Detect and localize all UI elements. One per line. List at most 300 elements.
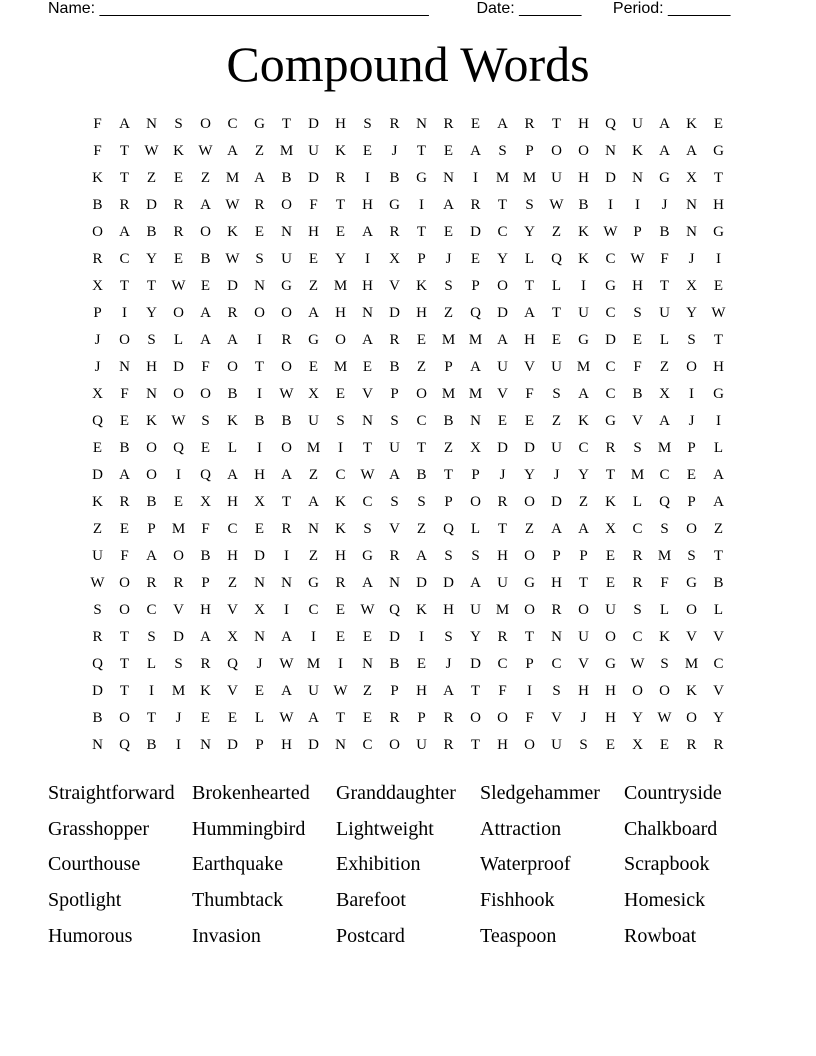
- grid-letter: T: [335, 197, 346, 213]
- grid-letter: D: [443, 575, 454, 591]
- grid-letter: G: [605, 656, 616, 672]
- grid-letter: W: [630, 656, 645, 672]
- grid-letter: O: [200, 224, 211, 240]
- grid-letter: A: [200, 332, 211, 348]
- grid-letter: V: [632, 413, 643, 429]
- grid-letter: Q: [389, 602, 400, 618]
- word-search-grid: [84, 111, 732, 759]
- grid-letter: K: [659, 629, 670, 645]
- grid-letter: T: [119, 656, 130, 672]
- grid-letter: V: [173, 602, 184, 618]
- grid-letter: N: [146, 116, 157, 132]
- grid-letter: U: [497, 575, 508, 591]
- grid-letter: S: [660, 521, 669, 537]
- grid-letter: P: [471, 278, 480, 294]
- grid-letter: T: [146, 710, 157, 726]
- grid-letter: R: [146, 575, 157, 591]
- grid-letter: M: [576, 359, 591, 375]
- grid-letter: W: [90, 575, 105, 591]
- grid-letter: L: [713, 602, 724, 618]
- grid-letter: S: [390, 494, 399, 510]
- grid-letter: Z: [200, 170, 211, 186]
- grid-letter: A: [497, 332, 508, 348]
- grid-letter: U: [308, 683, 319, 699]
- grid-letter: R: [389, 116, 400, 132]
- grid-letter: O: [524, 602, 535, 618]
- grid-letter: Z: [146, 170, 157, 186]
- grid-letter: Q: [551, 251, 562, 267]
- grid-letter: U: [632, 116, 643, 132]
- grid-letter: H: [335, 305, 346, 321]
- grid-letter: A: [119, 116, 130, 132]
- grid-letter: O: [119, 710, 130, 726]
- grid-letter: E: [605, 548, 616, 564]
- grid-letter: W: [657, 710, 672, 726]
- grid-letter: Q: [92, 413, 103, 429]
- grid-letter: S: [471, 548, 480, 564]
- grid-letter: E: [173, 251, 184, 267]
- grid-letter: Q: [119, 737, 130, 753]
- grid-letter: N: [632, 170, 643, 186]
- grid-letter: T: [443, 467, 454, 483]
- grid-letter: U: [578, 629, 589, 645]
- grid-letter: I: [311, 629, 316, 645]
- grid-letter: L: [254, 710, 265, 726]
- period-field-label: Period: _______: [612, 0, 731, 17]
- grid-letter: E: [416, 332, 427, 348]
- word-list-item: Scrapbook: [624, 853, 710, 876]
- grid-letter: S: [363, 521, 372, 537]
- grid-letter: E: [119, 521, 130, 537]
- grid-letter: O: [92, 224, 103, 240]
- grid-letter: I: [635, 197, 640, 213]
- grid-letter: Z: [551, 224, 562, 240]
- grid-letter: T: [659, 278, 670, 294]
- grid-letter: T: [551, 116, 562, 132]
- grid-letter: U: [551, 359, 562, 375]
- grid-letter: Z: [308, 467, 319, 483]
- grid-letter: N: [470, 413, 481, 429]
- grid-letter: Q: [227, 656, 238, 672]
- grid-letter: E: [362, 143, 373, 159]
- grid-letter: H: [578, 116, 589, 132]
- grid-letter: S: [390, 413, 399, 429]
- grid-letter: E: [308, 251, 319, 267]
- grid-letter: I: [338, 440, 343, 456]
- grid-letter: A: [281, 467, 292, 483]
- grid-letter: I: [365, 170, 370, 186]
- word-list-item: Humorous: [48, 924, 133, 947]
- grid-letter: H: [524, 332, 535, 348]
- grid-letter: H: [713, 359, 724, 375]
- grid-letter: A: [200, 629, 211, 645]
- grid-letter: G: [686, 575, 697, 591]
- grid-letter: Y: [497, 251, 508, 267]
- grid-letter: O: [686, 359, 697, 375]
- word-list-item: Invasion: [192, 924, 261, 947]
- grid-letter: A: [362, 332, 373, 348]
- grid-letter: C: [146, 602, 157, 618]
- word-list-item: Thumbtack: [192, 889, 284, 912]
- grid-letter: H: [335, 116, 346, 132]
- grid-letter: X: [92, 386, 103, 402]
- grid-letter: I: [257, 440, 262, 456]
- grid-letter: E: [713, 116, 724, 132]
- word-list-item: Earthquake: [192, 853, 284, 876]
- grid-letter: R: [389, 332, 400, 348]
- grid-letter: B: [227, 386, 238, 402]
- grid-letter: Z: [308, 278, 319, 294]
- grid-letter: X: [659, 386, 670, 402]
- grid-letter: A: [281, 629, 292, 645]
- grid-letter: I: [608, 197, 613, 213]
- grid-letter: W: [279, 386, 294, 402]
- grid-letter: Q: [92, 656, 103, 672]
- grid-letter: M: [630, 467, 645, 483]
- grid-letter: I: [419, 629, 424, 645]
- grid-letter: H: [362, 278, 373, 294]
- grid-letter: X: [308, 386, 319, 402]
- grid-letter: W: [279, 710, 294, 726]
- grid-letter: Z: [308, 548, 319, 564]
- grid-letter: L: [713, 440, 724, 456]
- grid-letter: U: [92, 548, 103, 564]
- grid-letter: V: [389, 521, 400, 537]
- word-list-item: Spotlight: [48, 889, 122, 912]
- grid-letter: P: [417, 710, 426, 726]
- grid-letter: K: [578, 413, 589, 429]
- grid-letter: N: [362, 656, 373, 672]
- grid-letter: D: [524, 440, 535, 456]
- word-list-item: Barefoot: [336, 889, 406, 912]
- grid-letter: M: [657, 440, 672, 456]
- grid-letter: M: [225, 170, 240, 186]
- grid-letter: A: [308, 710, 319, 726]
- grid-letter: B: [146, 494, 157, 510]
- grid-letter: B: [389, 170, 400, 186]
- grid-letter: C: [227, 521, 238, 537]
- grid-letter: C: [605, 251, 616, 267]
- grid-letter: R: [443, 737, 454, 753]
- grid-letter: K: [173, 143, 184, 159]
- grid-letter: M: [306, 656, 321, 672]
- grid-letter: G: [389, 197, 400, 213]
- grid-letter: R: [281, 332, 292, 348]
- grid-letter: I: [149, 683, 154, 699]
- grid-letter: M: [468, 386, 483, 402]
- grid-letter: X: [686, 278, 697, 294]
- grid-letter: C: [578, 440, 589, 456]
- grid-letter: S: [174, 116, 183, 132]
- grid-letter: E: [335, 224, 346, 240]
- grid-letter: N: [686, 224, 697, 240]
- grid-letter: K: [578, 251, 589, 267]
- grid-letter: A: [713, 494, 724, 510]
- grid-letter: Y: [470, 629, 481, 645]
- grid-letter: O: [227, 359, 238, 375]
- grid-letter: Y: [686, 305, 697, 321]
- grid-letter: T: [416, 143, 427, 159]
- grid-letter: A: [443, 683, 454, 699]
- word-list-item: Fishhook: [480, 889, 555, 912]
- grid-letter: M: [171, 521, 186, 537]
- grid-letter: R: [686, 737, 697, 753]
- word-list-item: Chalkboard: [624, 817, 718, 840]
- word-list-item: Brokenhearted: [192, 782, 310, 804]
- grid-letter: T: [713, 548, 724, 564]
- grid-letter: L: [659, 332, 670, 348]
- grid-letter: R: [470, 197, 481, 213]
- grid-letter: U: [659, 305, 670, 321]
- grid-letter: B: [659, 224, 670, 240]
- grid-letter: S: [201, 413, 210, 429]
- grid-letter: O: [524, 494, 535, 510]
- grid-letter: S: [687, 332, 696, 348]
- grid-letter: H: [443, 602, 454, 618]
- grid-letter: O: [686, 710, 697, 726]
- grid-letter: S: [93, 602, 102, 618]
- grid-letter: J: [94, 332, 101, 348]
- grid-letter: L: [551, 278, 562, 294]
- grid-letter: R: [281, 521, 292, 537]
- grid-letter: L: [227, 440, 238, 456]
- grid-letter: M: [171, 683, 186, 699]
- grid-letter: A: [470, 359, 481, 375]
- grid-letter: R: [389, 710, 400, 726]
- grid-letter: J: [391, 143, 398, 159]
- grid-letter: O: [281, 305, 292, 321]
- grid-letter: O: [578, 143, 589, 159]
- grid-letter: D: [551, 494, 562, 510]
- grid-letter: L: [470, 521, 481, 537]
- grid-letter: Z: [551, 413, 562, 429]
- grid-letter: A: [308, 494, 319, 510]
- grid-letter: S: [147, 629, 156, 645]
- grid-letter: X: [254, 494, 265, 510]
- grid-letter: U: [308, 143, 319, 159]
- grid-letter: G: [578, 332, 589, 348]
- grid-letter: C: [632, 629, 643, 645]
- grid-letter: F: [633, 359, 642, 375]
- grid-letter: U: [389, 440, 400, 456]
- grid-letter: M: [522, 170, 537, 186]
- grid-letter: S: [336, 413, 345, 429]
- grid-letter: O: [416, 386, 427, 402]
- grid-letter: G: [281, 278, 292, 294]
- grid-letter: T: [578, 575, 589, 591]
- grid-letter: R: [497, 494, 508, 510]
- grid-letter: P: [444, 494, 453, 510]
- grid-letter: G: [713, 386, 724, 402]
- grid-letter: K: [686, 683, 697, 699]
- grid-letter: D: [92, 683, 103, 699]
- grid-letter: A: [578, 386, 589, 402]
- grid-letter: W: [144, 143, 159, 159]
- page-title: Compound Words: [226, 36, 590, 92]
- grid-letter: X: [254, 602, 265, 618]
- grid-letter: O: [254, 305, 265, 321]
- grid-letter: B: [200, 251, 211, 267]
- grid-letter: O: [578, 602, 589, 618]
- grid-letter: X: [632, 737, 643, 753]
- grid-letter: R: [92, 629, 103, 645]
- grid-letter: T: [551, 305, 562, 321]
- grid-letter: D: [173, 629, 184, 645]
- grid-letter: D: [308, 116, 319, 132]
- grid-letter: Q: [173, 440, 184, 456]
- grid-letter: C: [659, 467, 670, 483]
- grid-letter: J: [580, 710, 587, 726]
- grid-letter: P: [687, 440, 696, 456]
- grid-letter: S: [660, 656, 669, 672]
- grid-letter: N: [308, 521, 319, 537]
- grid-letter: R: [173, 575, 184, 591]
- grid-letter: A: [659, 143, 670, 159]
- grid-letter: O: [335, 332, 346, 348]
- grid-letter: I: [338, 656, 343, 672]
- grid-letter: B: [416, 467, 427, 483]
- grid-letter: C: [605, 359, 616, 375]
- grid-letter: K: [227, 224, 238, 240]
- grid-letter: R: [524, 116, 535, 132]
- grid-letter: C: [713, 656, 724, 672]
- word-list-item: Lightweight: [336, 817, 434, 840]
- grid-letter: F: [525, 386, 534, 402]
- grid-letter: G: [524, 575, 535, 591]
- grid-letter: E: [362, 629, 373, 645]
- word-list-item: Straightforward: [48, 782, 175, 804]
- grid-letter: S: [444, 278, 453, 294]
- grid-letter: Z: [713, 521, 724, 537]
- grid-letter: Z: [254, 143, 265, 159]
- grid-letter: S: [633, 602, 642, 618]
- word-list-item: Attraction: [480, 817, 562, 840]
- grid-letter: F: [660, 575, 669, 591]
- grid-letter: S: [579, 737, 588, 753]
- grid-letter: X: [605, 521, 616, 537]
- grid-letter: P: [552, 548, 561, 564]
- word-list-item: Hummingbird: [192, 817, 306, 840]
- grid-letter: S: [552, 683, 561, 699]
- grid-letter: V: [362, 386, 373, 402]
- grid-letter: P: [444, 359, 453, 375]
- grid-letter: G: [659, 170, 670, 186]
- grid-letter: O: [173, 548, 184, 564]
- grid-letter: M: [333, 278, 348, 294]
- grid-letter: G: [308, 575, 319, 591]
- grid-letter: W: [603, 224, 618, 240]
- grid-letter: N: [119, 359, 130, 375]
- grid-letter: E: [470, 251, 481, 267]
- word-list-item: Rowboat: [624, 924, 697, 947]
- grid-letter: I: [527, 683, 532, 699]
- grid-letter: D: [173, 359, 184, 375]
- grid-letter: R: [335, 575, 346, 591]
- grid-letter: V: [227, 683, 238, 699]
- grid-letter: B: [146, 737, 157, 753]
- grid-letter: D: [254, 548, 265, 564]
- grid-letter: T: [470, 683, 481, 699]
- grid-letter: A: [200, 197, 211, 213]
- grid-letter: D: [389, 305, 400, 321]
- grid-letter: G: [605, 278, 616, 294]
- grid-letter: T: [470, 737, 481, 753]
- grid-letter: P: [579, 548, 588, 564]
- grid-letter: Q: [605, 116, 616, 132]
- grid-letter: R: [92, 251, 103, 267]
- grid-letter: N: [281, 224, 292, 240]
- grid-letter: P: [255, 737, 264, 753]
- grid-letter: Q: [443, 521, 454, 537]
- grid-letter: P: [633, 224, 642, 240]
- grid-letter: C: [605, 386, 616, 402]
- grid-letter: O: [173, 386, 184, 402]
- grid-letter: S: [444, 629, 453, 645]
- grid-letter: D: [497, 440, 508, 456]
- grid-letter: W: [225, 197, 240, 213]
- grid-letter: Z: [416, 521, 427, 537]
- grid-letter: V: [524, 359, 535, 375]
- grid-letter: B: [578, 197, 589, 213]
- grid-letter: O: [605, 629, 616, 645]
- grid-letter: X: [389, 251, 400, 267]
- grid-letter: R: [497, 629, 508, 645]
- grid-letter: Y: [632, 710, 643, 726]
- grid-letter: K: [227, 413, 238, 429]
- grid-letter: K: [92, 494, 103, 510]
- grid-letter: R: [389, 224, 400, 240]
- grid-letter: E: [686, 467, 697, 483]
- grid-letter: R: [173, 197, 184, 213]
- grid-letter: O: [524, 737, 535, 753]
- grid-letter: R: [254, 197, 265, 213]
- grid-letter: C: [362, 494, 373, 510]
- grid-letter: T: [119, 170, 130, 186]
- grid-letter: I: [176, 737, 181, 753]
- grid-letter: E: [659, 737, 670, 753]
- grid-letter: R: [632, 575, 643, 591]
- grid-letter: R: [605, 440, 616, 456]
- grid-letter: N: [362, 305, 373, 321]
- grid-letter: D: [470, 656, 481, 672]
- grid-letter: A: [443, 197, 454, 213]
- grid-letter: O: [281, 197, 292, 213]
- grid-letter: I: [365, 251, 370, 267]
- grid-letter: K: [335, 521, 346, 537]
- grid-letter: E: [416, 656, 427, 672]
- grid-letter: B: [146, 224, 157, 240]
- grid-letter: N: [146, 386, 157, 402]
- grid-letter: D: [227, 278, 238, 294]
- grid-letter: Y: [146, 305, 157, 321]
- grid-letter: W: [360, 602, 375, 618]
- grid-letter: E: [524, 413, 535, 429]
- grid-letter: E: [200, 710, 211, 726]
- grid-letter: W: [198, 143, 213, 159]
- grid-letter: C: [551, 656, 562, 672]
- grid-letter: D: [227, 737, 238, 753]
- grid-letter: O: [281, 440, 292, 456]
- grid-letter: A: [227, 467, 238, 483]
- grid-letter: V: [578, 656, 589, 672]
- grid-letter: I: [122, 305, 127, 321]
- grid-letter: H: [308, 224, 319, 240]
- grid-letter: Z: [416, 359, 427, 375]
- grid-letter: A: [227, 143, 238, 159]
- grid-letter: O: [200, 386, 211, 402]
- grid-letter: R: [551, 602, 562, 618]
- grid-letter: E: [470, 116, 481, 132]
